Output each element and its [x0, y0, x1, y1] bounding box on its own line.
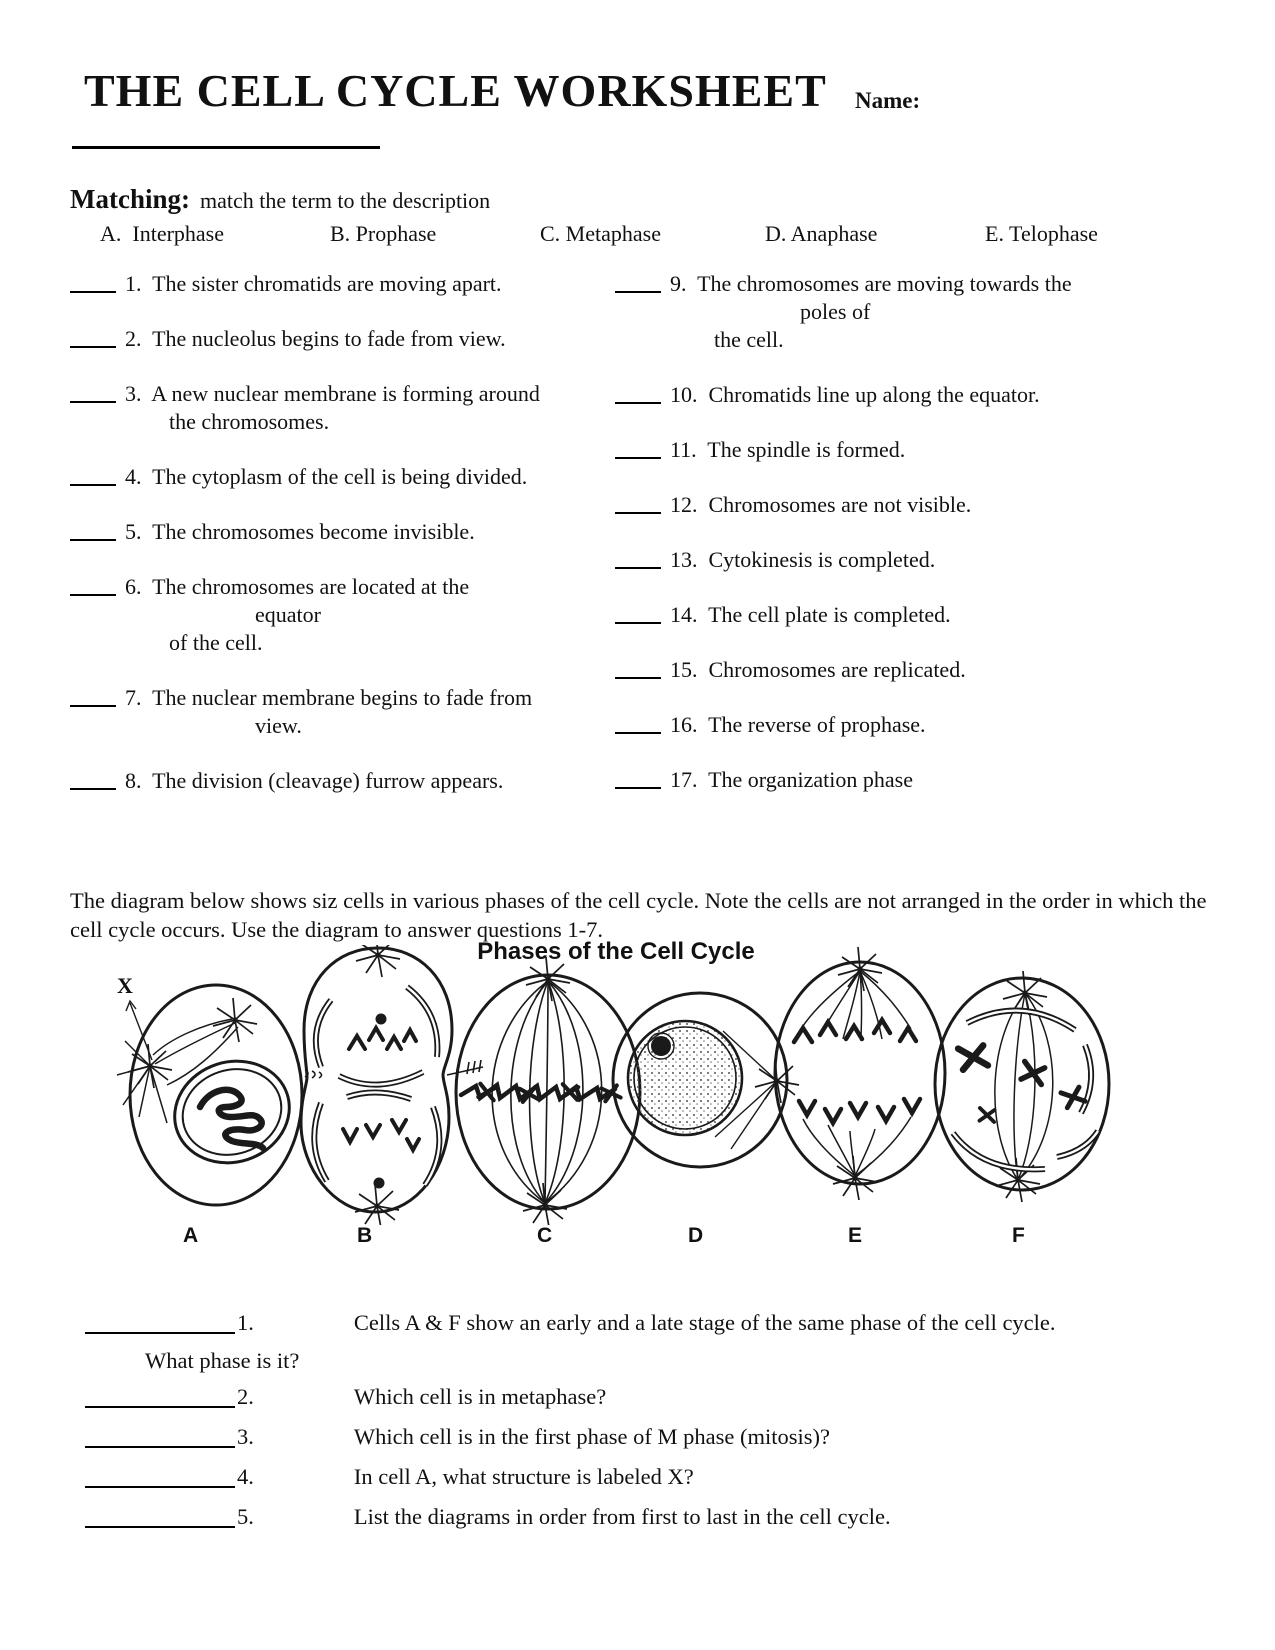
matching-item-3	[70, 380, 615, 436]
matching-item-14	[615, 601, 1215, 629]
matching-instruction: match the term to the description	[199, 188, 491, 213]
question-number: 2.	[237, 1384, 254, 1409]
matching-item-7	[70, 684, 615, 740]
answer-blank[interactable]	[85, 1462, 235, 1488]
matching-item-1	[70, 270, 615, 298]
matching-columns	[70, 270, 1215, 822]
cell-diagram	[55, 945, 1215, 1225]
matching-left-column	[70, 270, 615, 822]
answer-blank[interactable]	[615, 601, 661, 624]
matching-item-13	[615, 546, 1215, 574]
cell-label-f: F	[1012, 1224, 1025, 1247]
matching-section-header	[70, 184, 490, 215]
answer-blank[interactable]	[615, 656, 661, 679]
diagram-questions	[85, 1308, 1215, 1542]
matching-item-6	[70, 573, 615, 657]
question-number: 1.	[237, 1310, 254, 1335]
matching-item-line: 4. The cytoplasm of the cell is being divided.	[125, 464, 528, 489]
matching-item-line: 8. The division (cleavage) furrow appears.	[125, 768, 504, 793]
answer-blank[interactable]	[70, 684, 116, 707]
name-underline	[72, 146, 380, 149]
cell-f-drawing	[935, 971, 1109, 1202]
question-row-3	[85, 1422, 1215, 1452]
term-option-metaphase: C. Metaphase	[540, 221, 661, 246]
name-label: Name:	[855, 88, 921, 113]
answer-blank[interactable]	[70, 270, 116, 293]
question-row-1	[85, 1308, 1215, 1338]
matching-item-line: 13. Cytokinesis is completed.	[670, 547, 936, 572]
matching-item-line: 16. The reverse of prophase.	[670, 712, 926, 737]
question-continuation: What phase is it?	[145, 1348, 300, 1373]
cell-label-d: D	[688, 1224, 704, 1247]
matching-item-9	[615, 270, 1215, 354]
term-option-telophase: E. Telophase	[985, 221, 1098, 246]
term-option-prophase: B. Prophase	[330, 221, 437, 246]
matching-item-line: 7. The nuclear membrane begins to fade from	[125, 685, 533, 710]
answer-blank[interactable]	[615, 491, 661, 514]
cell-label-b: B	[357, 1224, 373, 1247]
answer-blank[interactable]	[70, 767, 116, 790]
matching-item-8	[70, 767, 615, 795]
matching-item-5	[70, 518, 615, 546]
matching-item-line: 17. The organization phase	[670, 767, 913, 792]
answer-blank[interactable]	[615, 381, 661, 404]
answer-blank[interactable]	[615, 546, 661, 569]
matching-item-4	[70, 463, 615, 491]
answer-blank[interactable]	[615, 436, 661, 459]
matching-item-line: of the cell.	[169, 630, 263, 655]
matching-item-11	[615, 436, 1215, 464]
matching-item-line: 11. The spindle is formed.	[670, 437, 906, 462]
cell-e-drawing	[775, 947, 945, 1200]
matching-item-line: 3. A new nuclear membrane is forming around	[125, 381, 540, 406]
matching-item-10	[615, 381, 1215, 409]
answer-blank[interactable]	[85, 1308, 235, 1334]
matching-item-line: 2. The nucleolus begins to fade from view.	[125, 326, 506, 351]
matching-right-column	[615, 270, 1215, 822]
term-option-interphase: A. Interphase	[100, 221, 225, 246]
matching-item-line: 9. The chromosomes are moving towards the	[670, 271, 1072, 296]
cell-d-drawing	[613, 993, 799, 1167]
matching-item-line: the chromosomes.	[169, 409, 330, 434]
answer-blank[interactable]	[70, 573, 116, 596]
question-row-4	[85, 1462, 1215, 1492]
matching-item-line: 1. The sister chromatids are moving apart.	[125, 271, 502, 296]
answer-blank[interactable]	[70, 380, 116, 403]
matching-heading: Matching:	[70, 184, 190, 214]
question-row-5	[85, 1502, 1215, 1532]
matching-item-line: poles of	[800, 299, 871, 324]
term-option-anaphase: D. Anaphase	[765, 221, 878, 246]
term-options-row	[0, 221, 1275, 251]
matching-item-line: 5. The chromosomes become invisible.	[125, 519, 475, 544]
matching-item-line: the cell.	[714, 327, 784, 352]
matching-item-15	[615, 656, 1215, 684]
question-row-2	[85, 1382, 1215, 1412]
question-number: 3.	[237, 1424, 254, 1449]
answer-blank[interactable]	[85, 1502, 235, 1528]
matching-item-line: equator	[255, 602, 321, 627]
question-number: 5.	[237, 1504, 254, 1529]
answer-blank[interactable]	[70, 518, 116, 541]
matching-item-16	[615, 711, 1215, 739]
answer-blank[interactable]	[85, 1422, 235, 1448]
cell-label-c: C	[537, 1224, 553, 1247]
page-title: THE CELL CYCLE WORKSHEET	[84, 65, 827, 116]
question-text: Which cell is in the first phase of M phase (mitosis)?	[353, 1424, 831, 1449]
matching-item-line: 6. The chromosomes are located at the	[125, 574, 470, 599]
answer-blank[interactable]	[615, 711, 661, 734]
matching-item-17	[615, 766, 1215, 794]
x-marker-label: X	[117, 973, 133, 998]
answer-blank[interactable]	[85, 1382, 235, 1408]
question-text: Cells A & F show an early and a late stage of the same phase of the cell cycle.	[353, 1310, 1056, 1335]
matching-item-line: 12. Chromosomes are not visible.	[670, 492, 972, 517]
matching-item-line: 10. Chromatids line up along the equator.	[670, 382, 1040, 407]
answer-blank[interactable]	[70, 325, 116, 348]
matching-item-line: 14. The cell plate is completed.	[670, 602, 951, 627]
matching-item-line: view.	[255, 713, 302, 738]
diagram-title: Phases of the Cell Cycle	[477, 938, 755, 965]
cell-label-a: A	[183, 1224, 199, 1247]
matching-item-2	[70, 325, 615, 353]
answer-blank[interactable]	[615, 270, 661, 293]
cell-label-e: E	[848, 1224, 863, 1247]
question-number: 4.	[237, 1464, 254, 1489]
diagram-intro: The diagram below shows siz cells in various phases of the cell cycle. Note the cells are not arranged in the order in which the cell cycle occurs. Use the diagram to answer questions 1-7.	[70, 888, 1213, 942]
question-text: List the diagrams in order from first to last in the cell cycle.	[353, 1504, 891, 1529]
answer-blank[interactable]	[70, 463, 116, 486]
question-text: In cell A, what structure is labeled X?	[353, 1464, 694, 1489]
answer-blank[interactable]	[615, 766, 661, 789]
question-text: Which cell is in metaphase?	[353, 1384, 607, 1409]
matching-item-line: 15. Chromosomes are replicated.	[670, 657, 966, 682]
matching-item-12	[615, 491, 1215, 519]
cell-a-drawing	[117, 973, 303, 1205]
